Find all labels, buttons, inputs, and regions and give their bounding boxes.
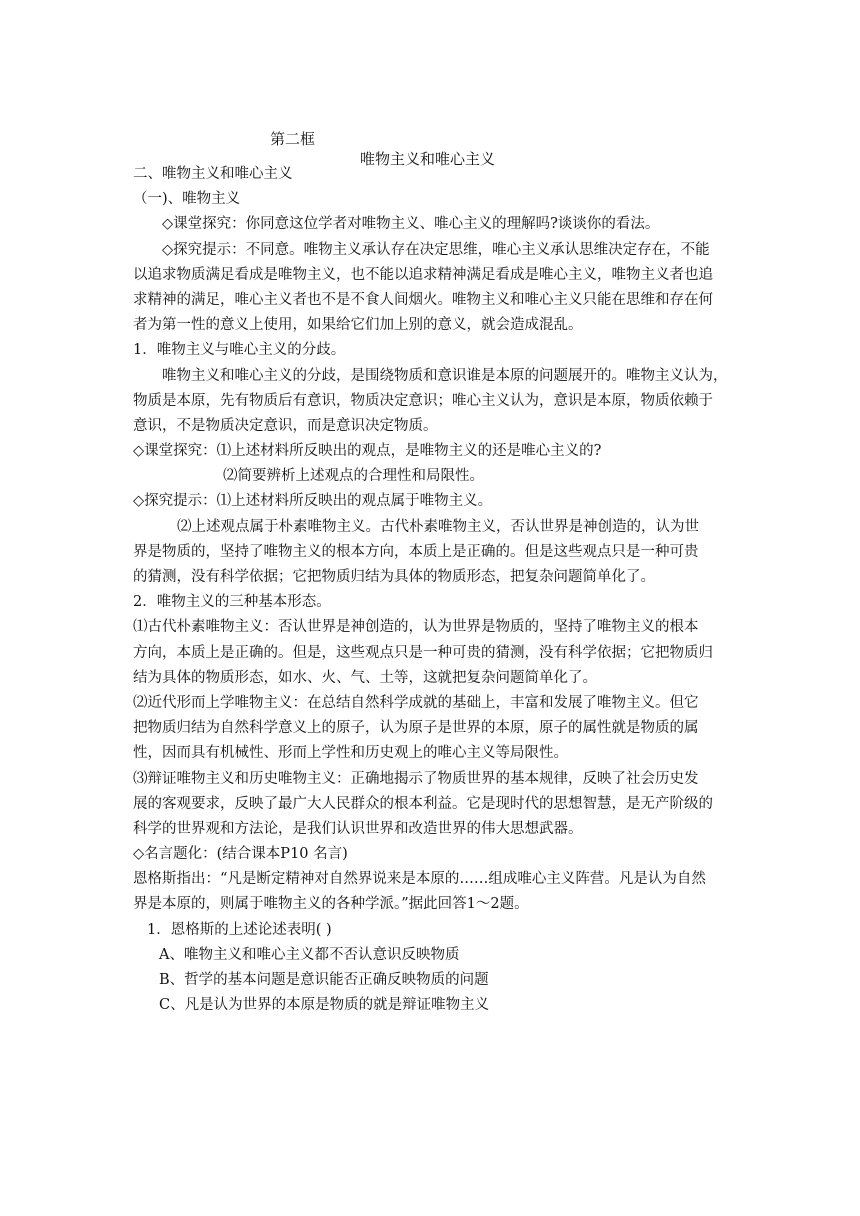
text-line: 者为第一性的意义上使用，如果给它们加上别的意义，就会造成混乱。	[133, 317, 583, 334]
section-title-text: 唯物主义和唯心主义	[360, 150, 496, 168]
text-line: 方向，本质上是正确的。但是，这些观点只是一种可贵的猜测，没有科学依据；它把物质归	[133, 644, 713, 661]
text-line: 求精神的满足，唯心主义者也不是不食人间烟火。唯物主义和唯心主义只能在思维和存在何	[133, 291, 713, 308]
text-line: 结为具体的物质形态，如水、火、气、土等，这就把复杂问题简单化了。	[133, 669, 597, 686]
section-title-number: 第二框	[270, 130, 316, 148]
text-line: 意识，不是物质决定意识，而是意识决定物质。	[133, 417, 438, 434]
text-line: 物质是本原，先有物质后有意识，物质决定意识；唯心主义认为，意识是本原，物质依赖于	[133, 392, 713, 409]
text-line: 1．唯物主义与唯心主义的分歧。	[133, 342, 346, 359]
text-line: 的猜测，没有科学依据；它把物质归结为具体的物质形态，把复杂问题简单化了。	[133, 569, 655, 585]
text-line: 科学的世界观和方法论，是我们认识世界和改造世界的伟大思想武器。	[133, 820, 583, 837]
text-line: 界是本原的，则属于唯物主义的各种学派。”据此回答1～2题。	[133, 896, 529, 913]
text-line: B、哲学的基本问题是意识能否正确反映物质的问题	[159, 972, 489, 988]
text-line: 唯物主义和唯心主义的分歧，是围绕物质和意识谁是本原的问题展开的。唯物主义认为，	[162, 367, 728, 384]
text-line: ⑴古代朴素唯物主义：否认世界是神创造的，认为世界是物质的，坚持了唯物主义的根本	[133, 619, 699, 636]
text-line: A、唯物主义和唯心主义都不否认意识反映物质	[159, 946, 460, 963]
text-line: ◇课堂探究：你同意这位学者对唯物主义、唯心主义的理解吗?谈谈你的看法。	[162, 216, 660, 233]
text-line: ⑵近代形而上学唯物主义：在总结自然科学成就的基础上，丰富和发展了唯物主义。但它	[133, 694, 699, 711]
text-line: 恩格斯指出：“凡是断定精神对自然界说来是本原的……组成唯心主义阵营。凡是认为自然	[133, 871, 706, 888]
text-line: 把物质归结为自然科学意义上的原子，认为原子是世界的本原，原子的属性就是物质的属	[133, 720, 699, 737]
text-line: 以追求物质满足看成是唯物主义，也不能以追求精神满足看成是唯心主义，唯物主义者也追	[133, 266, 713, 283]
text-line: ⑵上述观点属于朴素唯物主义。古代朴素唯物主义，否认世界是神创造的，认为世	[177, 518, 699, 535]
text-line: 二、唯物主义和唯心主义	[133, 166, 293, 182]
text-line: C、凡是认为世界的本原是物质的就是辩证唯物主义	[159, 997, 490, 1014]
text-line: ◇探究提示：⑴上述材料所反映出的观点属于唯物主义。	[133, 493, 493, 510]
text-line: 界是物质的，坚持了唯物主义的根本方向，本质上是正确的。但是这些观点只是一种可贵	[133, 543, 699, 560]
text-line: ◇探究提示：不同意。唯物主义承认存在决定思维，唯心主义承认思维决定存在，不能	[162, 241, 710, 258]
text-line: ◇名言题化：(结合课本P10 名言)	[133, 846, 348, 863]
text-line: （一)、唯物主义	[133, 191, 241, 208]
text-line: ⑶辩证唯物主义和历史唯物主义：正确地揭示了物质世界的基本规律，反映了社会历史发	[133, 770, 699, 787]
text-line: ◇课堂探究：⑴上述材料所反映出的观点，是唯物主义的还是唯心主义的?	[133, 443, 602, 460]
text-line: ⑵简要辨析上述观点的合理性和局限性。	[223, 468, 484, 485]
text-line: 展的客观要求，反映了最广大人民群众的根本利益。它是现时代的思想智慧，是无产阶级的	[133, 795, 713, 812]
text-line: 2．唯物主义的三种基本形态。	[133, 594, 331, 611]
document-body	[133, 162, 728, 1018]
text-line: 性，因而具有机械性、形而上学性和历史观上的唯心主义等局限性。	[133, 745, 568, 762]
text-line: 1．恩格斯的上述论述表明( )	[147, 921, 332, 938]
